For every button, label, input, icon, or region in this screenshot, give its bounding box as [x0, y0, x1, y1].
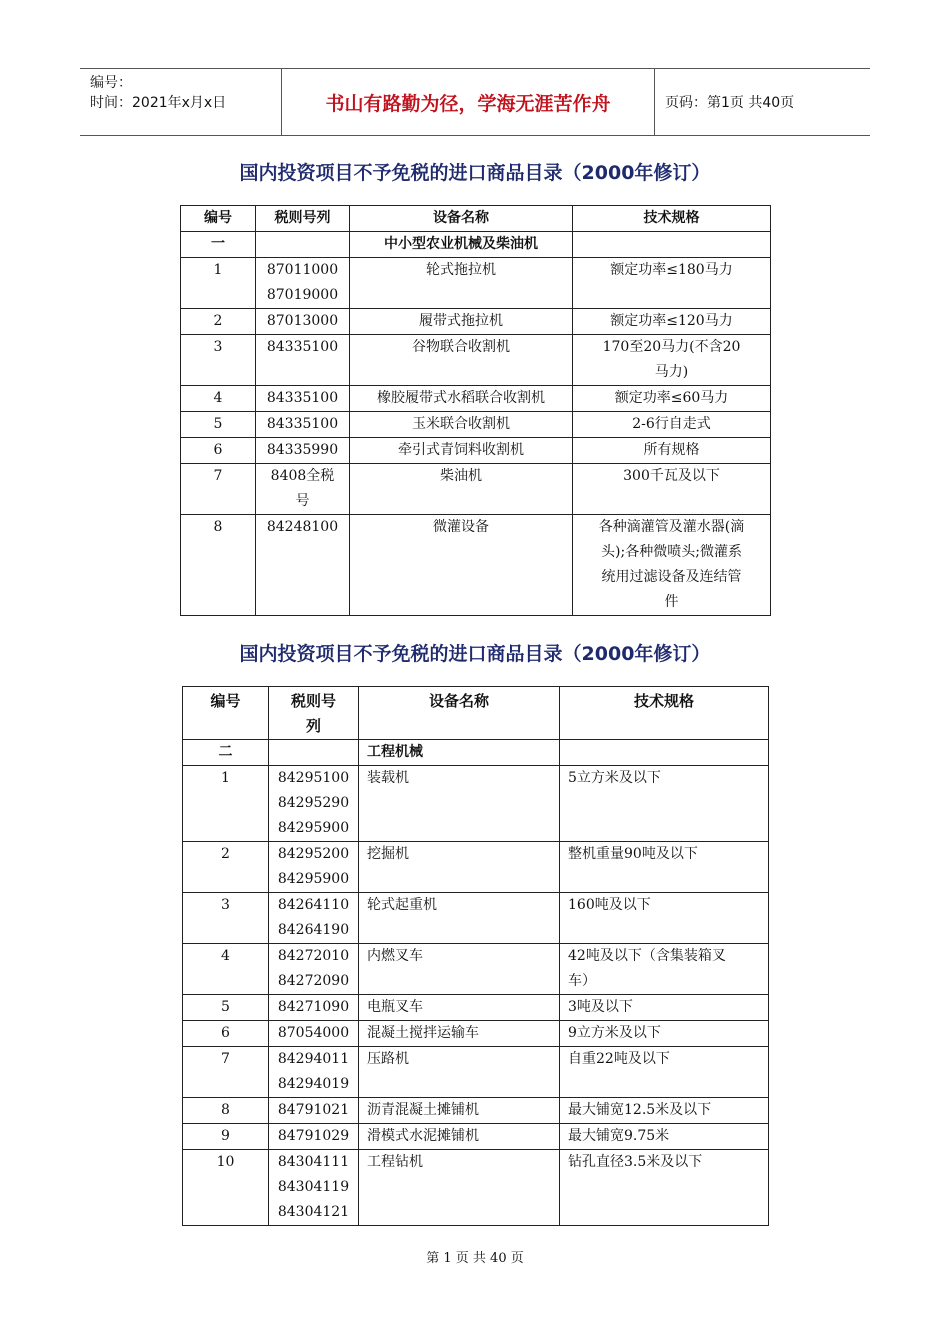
row-number: 9	[183, 1124, 269, 1150]
cell-line: 300千瓦及以下	[623, 468, 720, 484]
cell-line: 84295900	[277, 820, 350, 836]
cell-line: 件	[664, 594, 679, 610]
table-row	[183, 1021, 769, 1047]
cell-line: 额定功率≤120马力	[610, 313, 733, 329]
section2-table-body	[183, 740, 769, 1226]
cell-line: 钻孔直径3.5米及以下	[568, 1154, 703, 1170]
page-footer: 第 1 页 共 40 页	[426, 1251, 524, 1266]
time-label: 时间：2021年x月x日	[90, 95, 227, 111]
cell-line: 5立方米及以下	[568, 770, 661, 786]
cell-line: 84294019	[277, 1076, 350, 1092]
col-header-spec: 技术规格	[573, 206, 771, 232]
tariff-codes	[269, 1021, 359, 1047]
equipment-name: 微灌设备	[350, 515, 573, 616]
tariff-codes	[256, 412, 350, 438]
row-number: 2	[183, 842, 269, 893]
technical-spec	[573, 335, 771, 386]
tariff-codes	[269, 893, 359, 944]
cell-line: 87019000	[266, 287, 339, 303]
tariff-codes	[256, 335, 350, 386]
row-number: 3	[181, 335, 256, 386]
col-header-code: 税则号列	[256, 206, 350, 232]
table-row	[183, 1150, 769, 1226]
technical-spec	[573, 412, 771, 438]
row-number: 4	[181, 386, 256, 412]
technical-spec	[560, 1124, 769, 1150]
cell-line: 84295200	[277, 846, 350, 862]
technical-spec	[560, 1021, 769, 1047]
row-number: 4	[183, 944, 269, 995]
col-header-code-line1: 税则号	[290, 692, 336, 710]
category-name: 工程机械	[359, 740, 560, 766]
cell-line: 统用过滤设备及连结管	[601, 569, 742, 585]
tariff-codes	[256, 515, 350, 616]
category-number: 二	[183, 740, 269, 766]
col-header-code-line2: 列	[305, 717, 321, 735]
cell-line: 84335990	[266, 442, 339, 458]
table-row	[183, 842, 769, 893]
technical-spec	[560, 1047, 769, 1098]
section2-table	[182, 686, 769, 1226]
equipment-name: 轮式起重机	[359, 893, 560, 944]
section1-title: 国内投资项目不予免税的进口商品目录（2000年修订）	[239, 162, 711, 184]
technical-spec	[560, 1098, 769, 1124]
section2-title: 国内投资项目不予免税的进口商品目录（2000年修订）	[239, 643, 711, 665]
cell-line: 84791021	[277, 1102, 350, 1118]
tariff-codes	[256, 309, 350, 335]
col-header-spec: 技术规格	[560, 687, 769, 740]
row-number: 6	[181, 438, 256, 464]
cell-line: 最大铺宽12.5米及以下	[568, 1102, 712, 1118]
row-number: 8	[181, 515, 256, 616]
table-row	[181, 438, 771, 464]
cell-line: 自重22吨及以下	[568, 1051, 670, 1067]
table-row	[181, 515, 771, 616]
col-header-name: 设备名称	[350, 206, 573, 232]
cell-line: 84335100	[266, 416, 339, 432]
tariff-codes	[269, 944, 359, 995]
table-header-row	[183, 687, 769, 740]
technical-spec	[573, 464, 771, 515]
table-row	[183, 944, 769, 995]
cell-line: 头);各种微喷头;微灌系	[601, 544, 742, 560]
cell-line: 号	[295, 493, 310, 509]
technical-spec	[573, 386, 771, 412]
table-row	[183, 893, 769, 944]
technical-spec	[573, 258, 771, 309]
equipment-name: 玉米联合收割机	[350, 412, 573, 438]
table-row	[183, 1098, 769, 1124]
cell-line: 84294011	[277, 1051, 350, 1067]
equipment-name: 谷物联合收割机	[350, 335, 573, 386]
col-header-code	[269, 687, 359, 740]
equipment-name: 柴油机	[350, 464, 573, 515]
tariff-codes	[256, 438, 350, 464]
cell-line: 160吨及以下	[568, 897, 651, 913]
table-row	[181, 335, 771, 386]
table-row	[181, 258, 771, 309]
row-number: 1	[181, 258, 256, 309]
cell-line: 84335100	[266, 390, 339, 406]
equipment-name: 滑模式水泥摊铺机	[359, 1124, 560, 1150]
cell-line: 整机重量90吨及以下	[568, 846, 698, 862]
header-motto: 书山有路勤为径，学海无涯苦作舟	[282, 69, 655, 135]
tariff-codes	[269, 1098, 359, 1124]
col-header-number: 编号	[183, 687, 269, 740]
section1-table-body	[181, 232, 771, 616]
page-header	[80, 68, 870, 136]
category-row	[183, 740, 769, 766]
equipment-name: 工程钻机	[359, 1150, 560, 1226]
equipment-name: 混凝土搅拌运输车	[359, 1021, 560, 1047]
cell-line: 8408全税	[270, 468, 335, 484]
cell-line: 42吨及以下（含集装箱叉	[568, 948, 726, 964]
tariff-codes	[269, 995, 359, 1021]
tariff-codes	[269, 766, 359, 842]
header-page-info: 页码：第1页 共40页	[665, 95, 795, 111]
table-row	[181, 386, 771, 412]
cell-line: 170至20马力(不含20	[602, 339, 741, 355]
cell-line: 所有规格	[643, 442, 700, 458]
cell-line: 84295100	[277, 770, 350, 786]
row-number: 6	[183, 1021, 269, 1047]
technical-spec	[560, 842, 769, 893]
table-row	[181, 412, 771, 438]
equipment-name: 履带式拖拉机	[350, 309, 573, 335]
equipment-name: 压路机	[359, 1047, 560, 1098]
number-label: 编号：	[90, 75, 132, 91]
equipment-name: 轮式拖拉机	[350, 258, 573, 309]
cell-line: 3吨及以下	[568, 999, 633, 1015]
cell-line: 87013000	[266, 313, 339, 329]
section1-table	[180, 205, 771, 616]
row-number: 5	[183, 995, 269, 1021]
tariff-codes	[256, 386, 350, 412]
equipment-name: 装载机	[359, 766, 560, 842]
equipment-name: 电瓶叉车	[359, 995, 560, 1021]
cell-line: 84295900	[277, 871, 350, 887]
equipment-name: 挖掘机	[359, 842, 560, 893]
cell-line: 84272010	[277, 948, 350, 964]
cell-line: 84264110	[277, 897, 350, 913]
category-name: 中小型农业机械及柴油机	[350, 232, 573, 258]
row-number: 7	[183, 1047, 269, 1098]
cell-line: 各种滴灌管及灌水器(滴	[598, 519, 745, 535]
cell-line: 84335100	[266, 339, 339, 355]
cell-line: 84304121	[277, 1204, 350, 1220]
tariff-codes	[269, 1150, 359, 1226]
cell-line: 2-6行自走式	[632, 416, 711, 432]
cell-line: 额定功率≤180马力	[610, 262, 733, 278]
row-number: 2	[181, 309, 256, 335]
cell-line: 84271090	[277, 999, 350, 1015]
row-number: 7	[181, 464, 256, 515]
cell-line: 87011000	[266, 262, 339, 278]
cell-line: 84248100	[266, 519, 339, 535]
tariff-codes	[256, 258, 350, 309]
equipment-name: 沥青混凝土摊铺机	[359, 1098, 560, 1124]
equipment-name: 内燃叉车	[359, 944, 560, 995]
tariff-codes	[256, 464, 350, 515]
row-number: 1	[183, 766, 269, 842]
tariff-codes	[269, 842, 359, 893]
row-number: 5	[181, 412, 256, 438]
cell-line: 最大铺宽9.75米	[568, 1128, 670, 1144]
category-number: 一	[181, 232, 256, 258]
col-header-name: 设备名称	[359, 687, 560, 740]
row-number: 3	[183, 893, 269, 944]
row-number: 10	[183, 1150, 269, 1226]
col-header-number: 编号	[181, 206, 256, 232]
cell-line: 9立方米及以下	[568, 1025, 661, 1041]
table-row	[183, 1047, 769, 1098]
tariff-codes	[269, 1124, 359, 1150]
table-row	[183, 1124, 769, 1150]
technical-spec	[573, 515, 771, 616]
cell-line: 84304119	[277, 1179, 350, 1195]
cell-line: 马力)	[654, 364, 689, 380]
technical-spec	[573, 309, 771, 335]
equipment-name: 牵引式青饲料收割机	[350, 438, 573, 464]
cell-line: 车）	[568, 973, 596, 989]
category-row	[181, 232, 771, 258]
cell-line: 84304111	[277, 1154, 350, 1170]
cell-line: 84791029	[277, 1128, 350, 1144]
table-row	[183, 995, 769, 1021]
cell-line: 额定功率≤60马力	[614, 390, 729, 406]
technical-spec	[560, 766, 769, 842]
table-row	[183, 766, 769, 842]
cell-line: 84272090	[277, 973, 350, 989]
table-row	[181, 309, 771, 335]
row-number: 8	[183, 1098, 269, 1124]
table-row	[181, 464, 771, 515]
table-header-row	[181, 206, 771, 232]
cell-line: 84264190	[277, 922, 350, 938]
technical-spec	[573, 438, 771, 464]
technical-spec	[560, 995, 769, 1021]
cell-line: 87054000	[277, 1025, 350, 1041]
header-meta	[80, 69, 282, 135]
technical-spec	[560, 944, 769, 995]
equipment-name: 橡胶履带式水稻联合收割机	[350, 386, 573, 412]
technical-spec	[560, 1150, 769, 1226]
tariff-codes	[269, 1047, 359, 1098]
cell-line: 84295290	[277, 795, 350, 811]
technical-spec	[560, 893, 769, 944]
